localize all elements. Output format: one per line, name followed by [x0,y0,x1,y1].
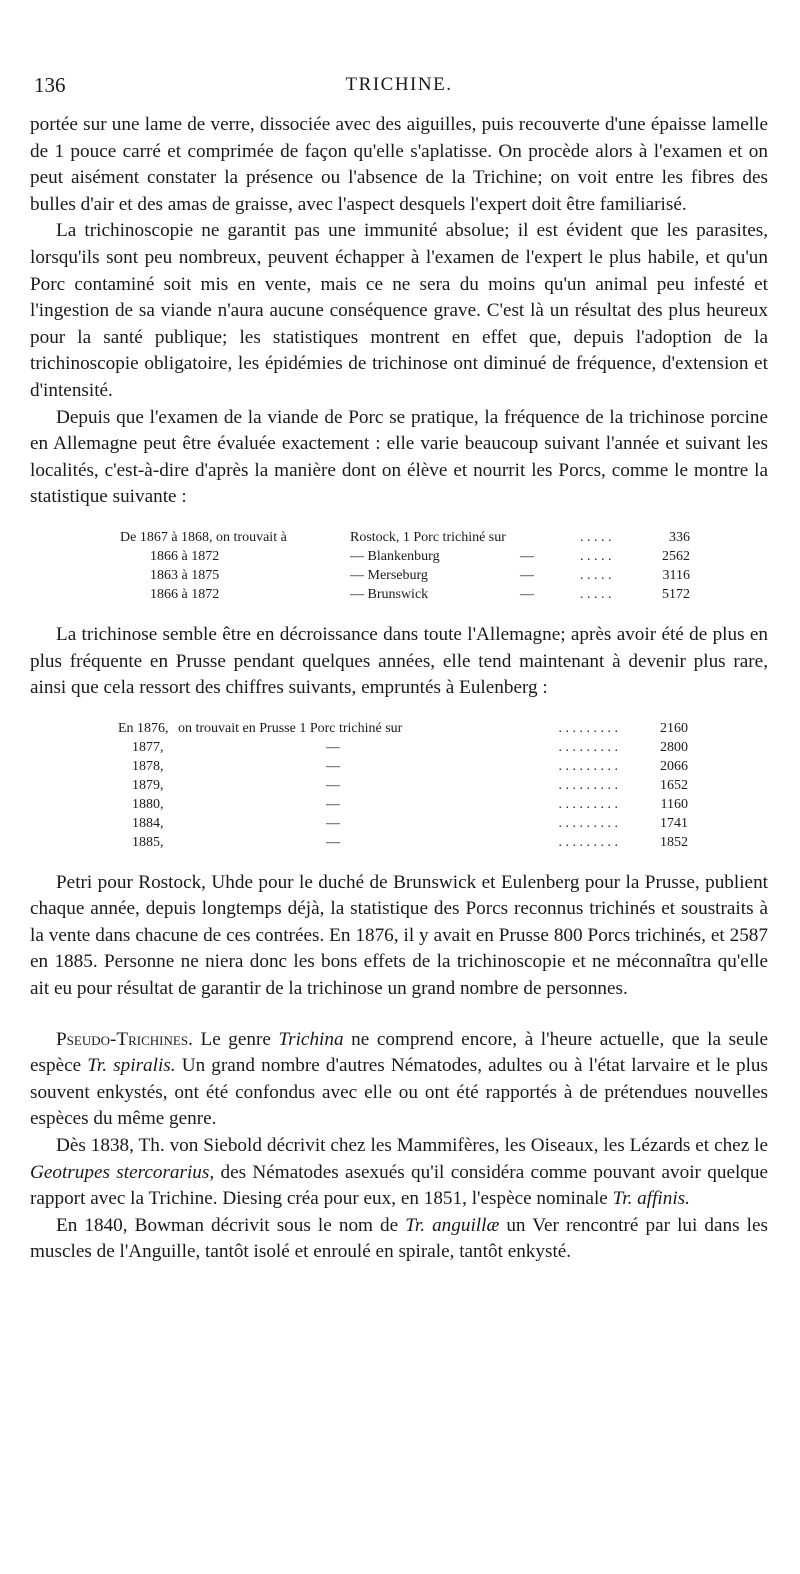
running-title: TRICHINE. [345,74,453,95]
statistics-table-localities [120,528,690,604]
section-gap [30,1003,768,1027]
table-row: De 1867 à 1868, on trouvait à Rostock, 1 Porc trichiné sur . . . . . 336 [120,529,690,545]
paragraph-siebold: Dès 1838, Th. von Siebold décrivit chez les Mammifères, les Oiseaux, les Lézards et chez le Geotrupes stercorarius, des Nématodes asexués qu'il considéra comme pouvant avoir quelque rapport avec la Trichine. Diesing créa pour eux, en 1851, l'espèce nominale Tr. affinis. [30,1135,768,1210]
page-header [30,72,768,112]
table-row: 1880, — . . . . . . . . . 1160 [132,796,688,812]
table-row: 1877, — . . . . . . . . . 2800 [132,739,688,755]
paragraph-1: portée sur une lame de verre, dissociée avec des aiguilles, puis recouverte d'une épaisse lamelle de 1 pouce carré et comprimée de façon qu'elle s'aplatisse. On procède alors à l'examen et on peut aisément constater la présence ou l'absence de la Trichine; on voit entre les fibres des bulles d'air et des amas de graisse, avec l'aspect desquels l'expert doit être familiarisé. [30,114,768,215]
paragraph-3: Depuis que l'examen de la viande de Porc se pratique, la fréquence de la trichinose porcine en Allemagne peut être évaluée exactement : elle varie beaucoup suivant l'année et suivant les localités, c'est-à-dire d'après la manière dont on élève et nourrit les Porcs, comme le montre la statistique suivante : [30,406,768,508]
paragraph-5: Petri pour Rostock, Uhde pour le duché de Brunswick et Eulenberg pour la Prusse, publient chaque année, depuis longtemps déjà, la statistique des Porcs reconnus trichinés et soustraits à la vente dans chacune de ces contrées. En 1876, il y avait en Prusse 800 Porcs trichinés, et 2587 en 1885. Personne ne niera donc les bons effets de la trichinoscopie et ne méconnaîtra qu'elle ait eu pour résultat de garantir de la trichinose un grand nombre de personnes. [30,871,768,1000]
table-row: 1879, — . . . . . . . . . 1652 [132,777,688,793]
page-number: 136 [34,73,66,97]
paragraph-4: La trichinose semble être en décroissance dans toute l'Allemagne; après avoir été de plus en plus fréquente en Prusse pendant quelques années, elle tend maintenant à devenir plus rare, ainsi que cela ressort des chiffres suivants, empruntés à Eulenberg : [30,623,768,699]
paragraph-2: La trichinoscopie ne garantit pas une immunité absolue; il est évident que les parasites, lorsqu'ils sont peu nombreux, peuvent échapper à l'examen de l'expert le plus habile, et qu'un Porc contaminé soit mis en vente, mais ce ne sera du moins qu'un animal peu infesté et l'ingestion de sa viande n'aura aucune conséquence grave. C'est là un résultat des plus heureux pour la santé publique; les statistiques montrent en effet que, depuis l'adoption de la trichinoscopie obligatoire, les épidémies de trichinose ont diminué de fréquence, d'extension et d'intensité. [30,220,768,401]
table-row: 1866 à 1872 — Blankenburg — . . . . . 2562 [150,548,690,564]
paragraph-pseudo-trichines: Pseudo-Trichines. Le genre Trichina ne comprend encore, à l'heure actuelle, que la seule espèce Tr. spiralis. Un grand nombre d'autres Nématodes, adultes ou à l'état larvaire et le plus souvent enkystés, ont été confondus avec elle ou ont été rapportés à de prétendues nouvelles espèces du même genre. [30,1028,768,1130]
table-row: 1878, — . . . . . . . . . 2066 [132,758,688,774]
statistics-table-prussia [118,719,688,852]
table-row: 1863 à 1875 — Merseburg — . . . . . 3116 [150,567,690,583]
table-row: 1884, — . . . . . . . . . 1741 [132,815,688,831]
table-row: 1866 à 1872 — Brunswick — . . . . . 5172 [150,586,690,602]
section-heading: Pseudo-Trichines. [56,1028,193,1050]
page [30,72,768,1266]
table-row: En 1876, on trouvait en Prusse 1 Porc trichiné sur . . . . . . . . . 2160 [118,720,688,736]
table-row: 1885, — . . . . . . . . . 1852 [132,834,688,850]
paragraph-bowman: En 1840, Bowman décrivit sous le nom de Tr. anguillæ un Ver rencontré par lui dans les muscles de l'Anguille, tantôt isolé et enroulé en spirale, tantôt enkysté. [30,1214,768,1263]
